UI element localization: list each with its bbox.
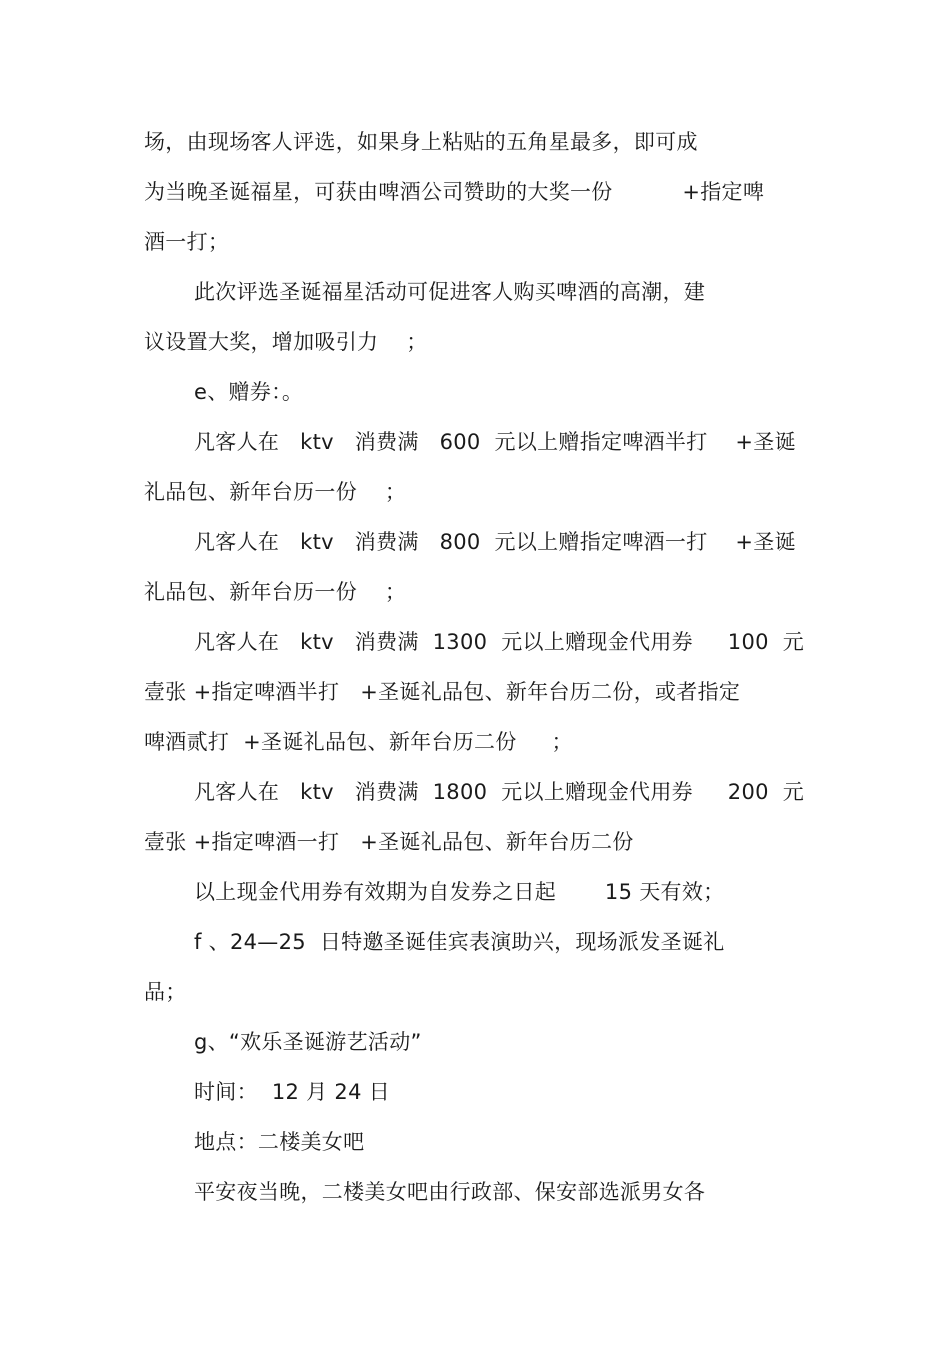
text-line: 酒一打； xyxy=(144,230,230,254)
text-line: 此次评选圣诞福星活动可促进客人购买啤酒的高潮，建 xyxy=(194,280,706,304)
text-line: 凡客人在 ktv 消费满 1300 元以上赠现金代用券 100 元 xyxy=(194,630,805,654)
text-line: 凡客人在 ktv 消费满 1800 元以上赠现金代用券 200 元 xyxy=(194,780,805,804)
text-line: 礼品包、新年台历一份 ； xyxy=(144,480,407,504)
text-line: 礼品包、新年台历一份 ； xyxy=(144,580,407,604)
text-line: 壹张 +指定啤酒一打 +圣诞礼品包、新年台历二份 xyxy=(144,830,634,854)
text-line: 凡客人在 ktv 消费满 800 元以上赠指定啤酒一打 +圣诞 xyxy=(194,530,796,554)
text-line: 为当晚圣诞福星，可获由啤酒公司赞助的大奖一份 +指定啤 xyxy=(144,180,765,204)
text-line: 场，由现场客人评选，如果身上粘贴的五角星最多，即可成 xyxy=(144,130,698,154)
text-line: 啤酒贰打 +圣诞礼品包、新年台历二份 ； xyxy=(144,730,573,754)
text-line: 时间： 12 月 24 日 xyxy=(194,1080,391,1104)
section-heading: f 、24—25 日特邀圣诞佳宾表演助兴，现场派发圣诞礼 xyxy=(194,930,725,954)
text-line: 凡客人在 ktv 消费满 600 元以上赠指定啤酒半打 +圣诞 xyxy=(194,430,796,454)
text-line: 平安夜当晚，二楼美女吧由行政部、保安部选派男女各 xyxy=(194,1180,706,1204)
section-heading: e、赠券：。 xyxy=(194,380,304,404)
text-line: 品； xyxy=(144,980,187,1004)
section-heading: g、“欢乐圣诞游艺活动” xyxy=(194,1030,422,1054)
text-line: 以上现金代用券有效期为自发券之日起 15 天有效； xyxy=(194,880,725,904)
text-line: 地点：二楼美女吧 xyxy=(194,1130,365,1154)
text-line: 议设置大奖，增加吸引力 ； xyxy=(144,330,428,354)
text-line: 壹张 +指定啤酒半打 +圣诞礼品包、新年台历二份，或者指定 xyxy=(144,680,741,704)
